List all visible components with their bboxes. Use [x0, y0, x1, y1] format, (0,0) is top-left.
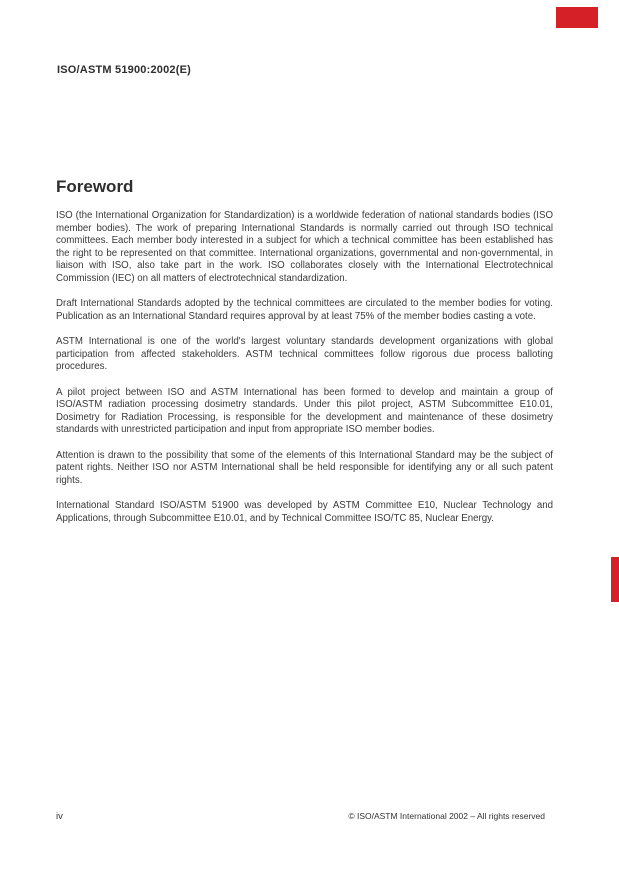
document-code: ISO/ASTM 51900:2002(E) — [57, 64, 192, 76]
paragraph: A pilot project between ISO and ASTM International has been formed to develop and maintain a group of ISO/ASTM radiation processing dosimetry standards. Under this pilot project, ASTM Subcommittee E10.01, Dosimetry for Radiation Processing, is responsible for the development and maintenance of these dosimetry standards with unrestricted participation and input from appropriate ISO member bodies. — [56, 386, 553, 435]
paragraph: Attention is drawn to the possibility that some of the elements of this International Standard may be the subject of patent rights. Neither ISO nor ASTM International shall be held responsible for identifying any or all such patent rights. — [56, 449, 553, 486]
page-footer — [56, 811, 545, 822]
foreword-section — [56, 177, 553, 538]
page-number: iv — [56, 811, 63, 822]
paragraph: ASTM International is one of the world's largest voluntary standards development organizations with global participation from affected stakeholders. ASTM technical committees follow rigorous due process balloting procedures. — [56, 336, 553, 372]
red-marker-top-right — [556, 7, 598, 28]
paragraph: Draft International Standards adopted by the technical committees are circulated to the member bodies for voting. Publication as an International Standard requires approval by at least 75% of the member bodies casting a vote. — [56, 298, 553, 322]
paragraph: International Standard ISO/ASTM 51900 was developed by ASTM Committee E10, Nuclear Technology and Applications, through Subcommittee E10.01, and by Technical Committee ISO/TC 85, Nuclear Energy. — [56, 500, 553, 524]
paragraph: ISO (the International Organization for Standardization) is a worldwide federation of national standards bodies (ISO member bodies). The work of preparing International Standards is normally carried out through ISO technical committees. Each member body interested in a subject for which a technical committee has been established has the right to be represented on that committee. International organizations, governmental and non-governmental, in liaison with ISO, also take part in the work. ISO collaborates closely with the International Electrotechnical Commission (IEC) on all matters of electrotechnical standardization. — [56, 210, 553, 284]
red-marker-right-edge — [611, 557, 619, 602]
foreword-heading: Foreword — [56, 177, 134, 196]
copyright-notice: © ISO/ASTM International 2002 – All rights reserved — [348, 811, 545, 821]
